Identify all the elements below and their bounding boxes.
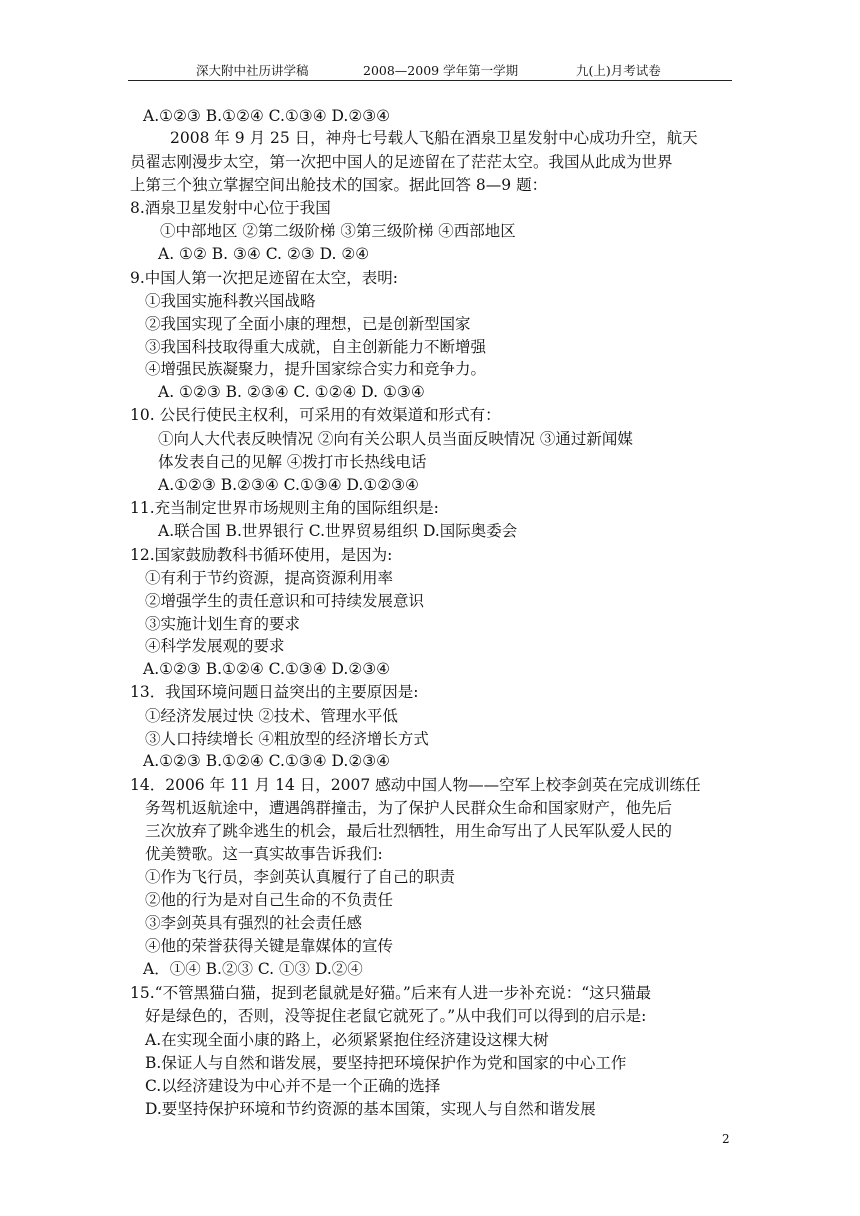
text-line: ①中部地区 ②第二级阶梯 ③第三级阶梯 ④西部地区 (160, 222, 516, 240)
text-line: ③李剑英具有强烈的社会责任感 (145, 914, 363, 932)
text-line: 优美赞歌。这一真实故事告诉我们: (145, 845, 383, 863)
header-term: 2008—2009 学年第一学期 (363, 63, 519, 78)
text-line: 好是绿色的，否则，没等捉住老鼠它就死了。”从中我们可以得到的启示是: (145, 1007, 647, 1025)
text-line: C.以经济建设为中心并不是一个正确的选择 (145, 1077, 441, 1095)
text-line: ②他的行为是对自己生命的不负责任 (145, 891, 394, 909)
header-school: 深大附中社历讲学稿 (196, 63, 309, 78)
text-line: A.①②③ B.②③④ C.①③④ D.①②③④ (158, 476, 419, 494)
text-line: D.要坚持保护环境和节约资源的基本国策，实现人与自然和谐发展 (145, 1100, 596, 1118)
text-line: 13．我国环境问题日益突出的主要原因是: (130, 683, 419, 701)
text-line: 员翟志刚漫步太空，第一次把中国人的足迹留在了茫茫太空。我国从此成为世界 (130, 153, 673, 171)
text-line: ③我国科技取得重大成就，自主创新能力不断增强 (145, 338, 487, 356)
page-header (128, 58, 732, 81)
text-line: 14．2006 年 11 月 14 日，2007 感动中国人物——空军上校李剑英在完成训练任 (130, 776, 701, 794)
text-line: A.联合国 B.世界银行 C.世界贸易组织 D.国际奥委会 (158, 522, 518, 540)
text-line: A.①②③ B.①②④ C.①③④ D.②③④ (143, 752, 391, 770)
header-exam: 九(上)月考试卷 (576, 63, 661, 78)
text-line: 体发表自己的见解 ④拨打市长热线电话 (158, 453, 427, 471)
text-line: 11.充当制定世界市场规则主角的国际组织是: (130, 499, 439, 517)
text-line: A.在实现全面小康的路上，必须紧紧抱住经济建设这棵大树 (145, 1031, 549, 1049)
text-line: ③人口持续增长 ④粗放型的经济增长方式 (145, 730, 429, 748)
text-line: A.①②③ B.①②④ C.①③④ D.②③④ (143, 107, 391, 125)
text-line: A．①④ B.②③ C. ①③ D.②④ (143, 960, 363, 978)
text-line: ②增强学生的责任意识和可持续发展意识 (145, 592, 425, 610)
page-number: 2 (722, 1132, 730, 1146)
text-line: ④他的荣誉获得关键是靠媒体的宣传 (145, 937, 394, 955)
text-line: 2008 年 9 月 25 日，神舟七号载人飞船在酒泉卫星发射中心成功升空，航天 (170, 129, 698, 147)
text-line: ①向人大代表反映情况 ②向有关公职人员当面反映情况 ③通过新闻媒 (158, 430, 633, 448)
text-line: 8.酒泉卫星发射中心位于我国 (130, 199, 331, 217)
text-line: ②我国实现了全面小康的理想，已是创新型国家 (145, 315, 471, 333)
text-line: ④增强民族凝聚力，提升国家综合实力和竞争力。 (145, 360, 487, 378)
text-line: ①经济发展过快 ②技术、管理水平低 (145, 707, 398, 725)
text-line: ③实施计划生育的要求 (145, 615, 301, 633)
text-line: 上第三个独立掌握空间出舱技术的国家。据此回答 8—9 题： (130, 176, 548, 194)
text-line: 10. 公民行使民主权利，可采用的有效渠道和形式有： (130, 406, 501, 424)
text-line: 务驾机返航途中，遭遇鸽群撞击，为了保护人民群众生命和国家财产，他先后 (145, 799, 673, 817)
text-line: A.①②③ B.①②④ C.①③④ D.②③④ (143, 660, 391, 678)
text-line: ①有利于节约资源，提高资源利用率 (145, 569, 394, 587)
text-line: 15.“不管黑猫白猫，捉到老鼠就是好猫。”后来有人进一步补充说：“这只猫最 (130, 984, 652, 1002)
text-line: 三次放弃了跳伞逃生的机会，最后壮烈牺牲，用生命写出了人民军队爱人民的 (145, 822, 673, 840)
text-line: A. ①② B. ③④ C. ②③ D. ②④ (158, 245, 370, 263)
text-line: A. ①②③ B. ②③④ C. ①②④ D. ①③④ (158, 383, 425, 401)
text-line: 12.国家鼓励教科书循环使用，是因为: (130, 546, 393, 564)
text-line: B.保证人与自然和谐发展，要坚持把环境保护作为党和国家的中心工作 (145, 1054, 627, 1072)
text-line: ④科学发展观的要求 (145, 637, 285, 655)
text-line: ①作为飞行员，李剑英认真履行了自己的职责 (145, 868, 456, 886)
text-line: 9.中国人第一次把足迹留在太空，表明: (130, 269, 399, 287)
text-line: ①我国实施科教兴国战略 (145, 292, 316, 310)
